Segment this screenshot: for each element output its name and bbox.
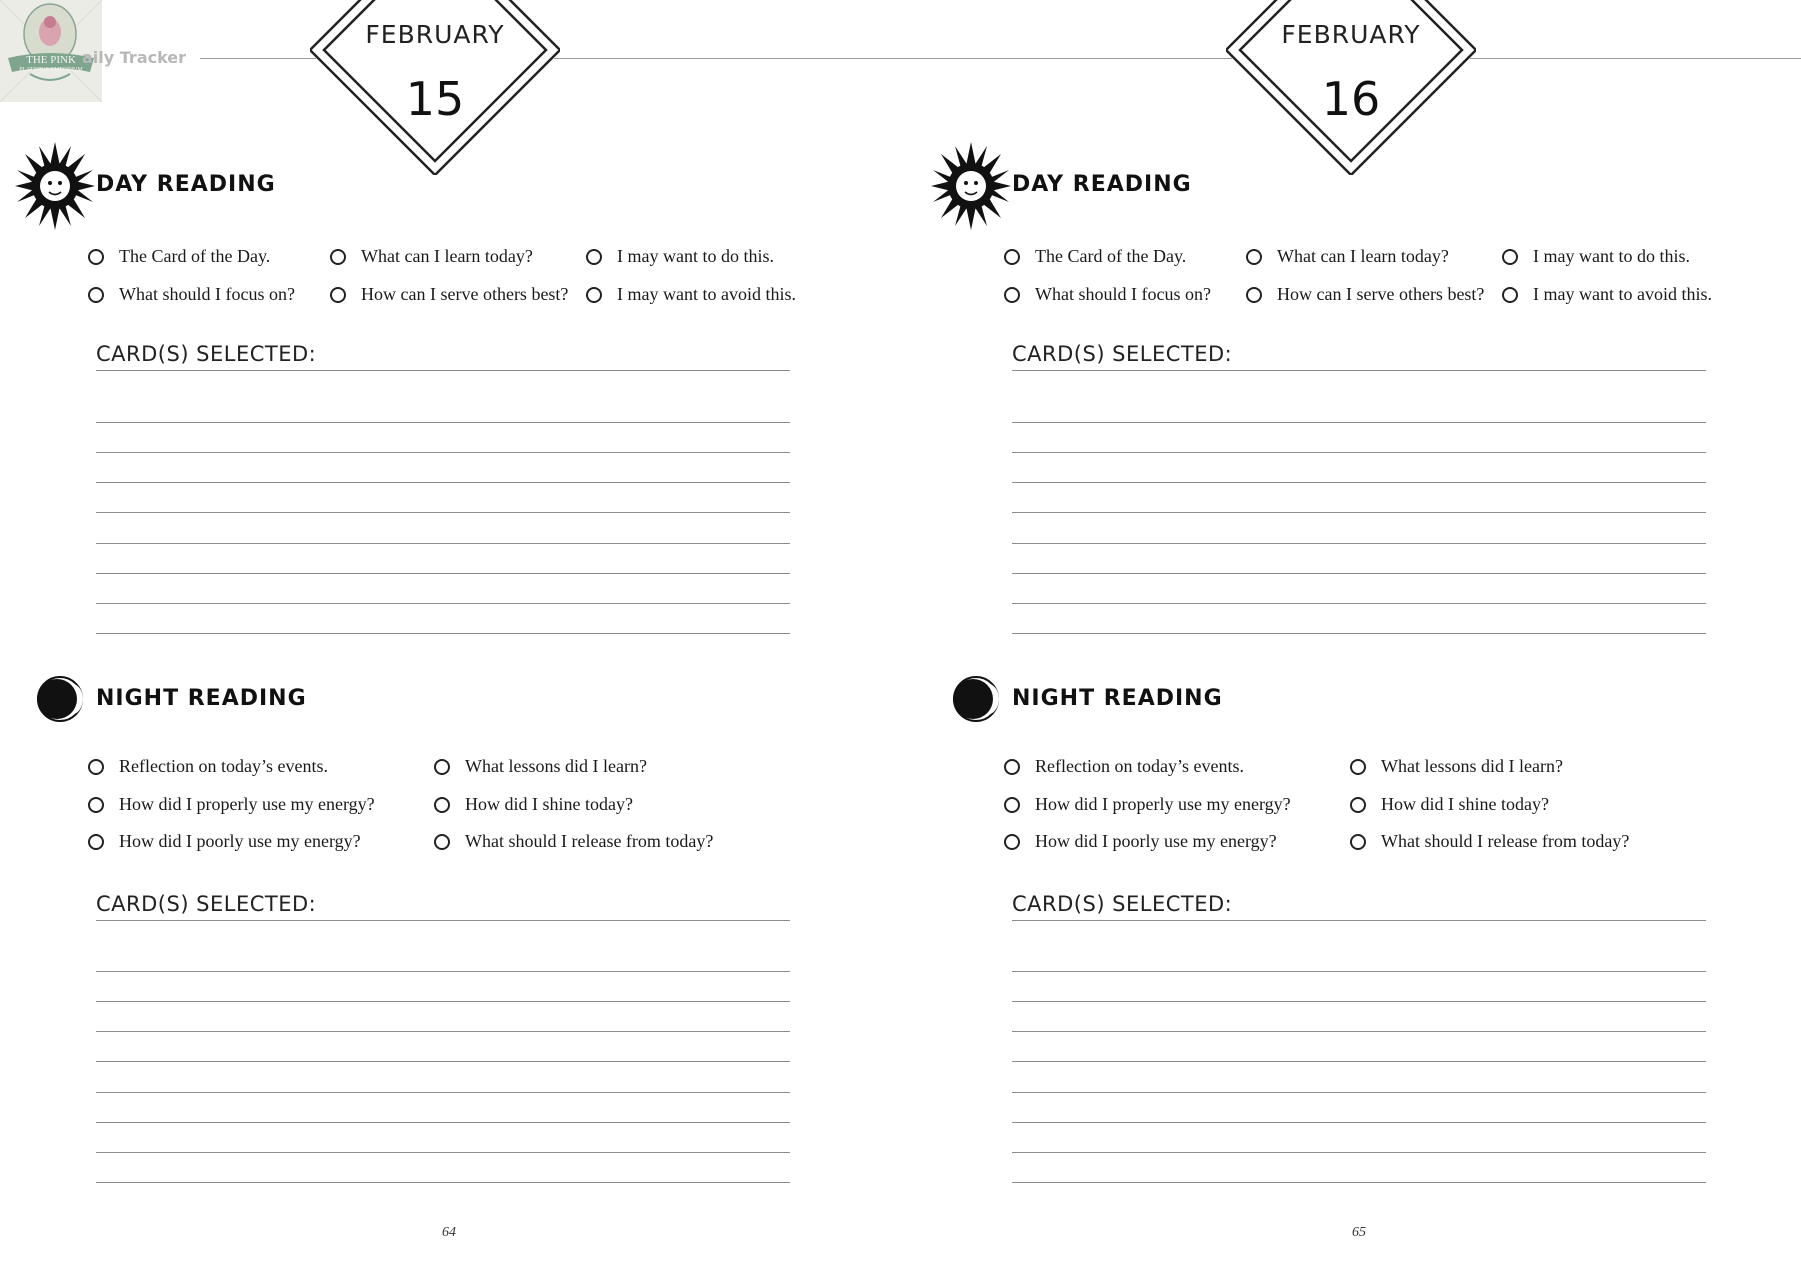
header-rule [554, 58, 916, 59]
writing-line[interactable] [1012, 573, 1706, 574]
day-cards-selected-label: CARD(S) SELECTED: [1012, 342, 1233, 366]
radio-button[interactable] [1004, 287, 1020, 303]
writing-line[interactable] [96, 633, 790, 634]
radio-button[interactable] [1502, 249, 1518, 265]
writing-line[interactable] [1012, 920, 1706, 921]
writing-line[interactable] [96, 603, 790, 604]
night-option[interactable]: What lessons did I learn? [434, 756, 647, 777]
radio-button[interactable] [88, 249, 104, 265]
radio-button[interactable] [1350, 759, 1366, 775]
writing-line[interactable] [1012, 482, 1706, 483]
page-number: 65 [1352, 1225, 1366, 1240]
writing-line[interactable] [96, 971, 790, 972]
writing-line[interactable] [96, 1092, 790, 1093]
writing-line[interactable] [96, 1182, 790, 1183]
writing-line[interactable] [1012, 1001, 1706, 1002]
writing-line[interactable] [1012, 543, 1706, 544]
writing-line[interactable] [96, 452, 790, 453]
day-option[interactable]: I may want to avoid this. [1502, 284, 1712, 305]
radio-button[interactable] [434, 797, 450, 813]
writing-line[interactable] [1012, 1031, 1706, 1032]
writing-line[interactable] [96, 920, 790, 921]
writing-line[interactable] [1012, 603, 1706, 604]
radio-button[interactable] [1004, 797, 1020, 813]
writing-line[interactable] [96, 573, 790, 574]
day-option[interactable]: What can I learn today? [330, 246, 533, 267]
header-rule [916, 58, 1232, 59]
radio-button[interactable] [1004, 834, 1020, 850]
running-header: aily Tracker [82, 48, 187, 67]
writing-line[interactable] [96, 1152, 790, 1153]
day-option[interactable]: The Card of the Day. [1004, 246, 1186, 267]
writing-line[interactable] [96, 1061, 790, 1062]
svg-text:THE PINK: THE PINK [26, 54, 76, 66]
day-option[interactable]: How can I serve others best? [1246, 284, 1484, 305]
writing-line[interactable] [1012, 1152, 1706, 1153]
day-option[interactable]: I may want to do this. [1502, 246, 1690, 267]
night-option[interactable]: How did I shine today? [1350, 794, 1549, 815]
radio-button[interactable] [1246, 249, 1262, 265]
night-option[interactable]: What should I release from today? [1350, 831, 1629, 852]
radio-button[interactable] [1350, 834, 1366, 850]
night-option[interactable]: How did I shine today? [434, 794, 633, 815]
day-reading-title: DAY READING [1012, 172, 1192, 197]
day-option[interactable]: I may want to avoid this. [586, 284, 796, 305]
writing-line[interactable] [96, 1031, 790, 1032]
month-label: FEBRUARY [1281, 20, 1421, 49]
writing-line[interactable] [96, 482, 790, 483]
night-option[interactable]: Reflection on today’s events. [88, 756, 328, 777]
day-option[interactable]: What should I focus on? [88, 284, 295, 305]
radio-button[interactable] [434, 834, 450, 850]
night-option[interactable]: Reflection on today’s events. [1004, 756, 1244, 777]
radio-button[interactable] [586, 287, 602, 303]
right-page [916, 0, 1801, 1275]
day-option[interactable]: I may want to do this. [586, 246, 774, 267]
night-option[interactable]: How did I poorly use my energy? [88, 831, 361, 852]
writing-line[interactable] [96, 1001, 790, 1002]
writing-line[interactable] [1012, 512, 1706, 513]
writing-line[interactable] [1012, 1092, 1706, 1093]
day-cards-selected-label: CARD(S) SELECTED: [96, 342, 317, 366]
writing-line[interactable] [96, 543, 790, 544]
sun-icon [931, 142, 1011, 230]
moon-icon [952, 675, 1000, 723]
night-reading-title: NIGHT READING [96, 686, 307, 711]
night-option[interactable]: What should I release from today? [434, 831, 713, 852]
radio-button[interactable] [88, 834, 104, 850]
header-rule [200, 58, 316, 59]
header-rule [1470, 58, 1801, 59]
writing-line[interactable] [96, 512, 790, 513]
writing-line[interactable] [1012, 452, 1706, 453]
svg-text:PLATYPUS EMPORIUM: PLATYPUS EMPORIUM [19, 67, 83, 73]
radio-button[interactable] [586, 249, 602, 265]
radio-button[interactable] [1350, 797, 1366, 813]
night-cards-selected-label: CARD(S) SELECTED: [1012, 892, 1233, 916]
radio-button[interactable] [1246, 287, 1262, 303]
month-label: FEBRUARY [365, 20, 505, 49]
night-reading-title: NIGHT READING [1012, 686, 1223, 711]
day-number: 16 [1321, 72, 1381, 126]
writing-line[interactable] [1012, 422, 1706, 423]
writing-line[interactable] [1012, 1122, 1706, 1123]
day-reading-title: DAY READING [96, 172, 276, 197]
radio-button[interactable] [1004, 249, 1020, 265]
writing-line[interactable] [1012, 1061, 1706, 1062]
night-option[interactable]: What lessons did I learn? [1350, 756, 1563, 777]
night-option[interactable]: How did I properly use my energy? [1004, 794, 1291, 815]
writing-line[interactable] [1012, 1182, 1706, 1183]
night-cards-selected-label: CARD(S) SELECTED: [96, 892, 317, 916]
writing-line[interactable] [96, 422, 790, 423]
moon-icon [36, 675, 84, 723]
writing-line[interactable] [96, 370, 790, 371]
page-number: 64 [442, 1225, 456, 1240]
radio-button[interactable] [88, 797, 104, 813]
radio-button[interactable] [1004, 759, 1020, 775]
day-option[interactable]: How can I serve others best? [330, 284, 568, 305]
left-page [0, 0, 900, 1275]
writing-line[interactable] [1012, 633, 1706, 634]
day-option[interactable]: What should I focus on? [1004, 284, 1211, 305]
day-option[interactable]: What can I learn today? [1246, 246, 1449, 267]
radio-button[interactable] [330, 249, 346, 265]
radio-button[interactable] [1502, 287, 1518, 303]
sun-icon [15, 142, 95, 230]
radio-button[interactable] [88, 759, 104, 775]
night-option[interactable]: How did I properly use my energy? [88, 794, 375, 815]
radio-button[interactable] [330, 287, 346, 303]
day-number: 15 [405, 72, 465, 126]
radio-button[interactable] [434, 759, 450, 775]
writing-line[interactable] [1012, 971, 1706, 972]
day-option[interactable]: The Card of the Day. [88, 246, 270, 267]
writing-line[interactable] [96, 1122, 790, 1123]
radio-button[interactable] [88, 287, 104, 303]
night-option[interactable]: How did I poorly use my energy? [1004, 831, 1277, 852]
writing-line[interactable] [1012, 370, 1706, 371]
